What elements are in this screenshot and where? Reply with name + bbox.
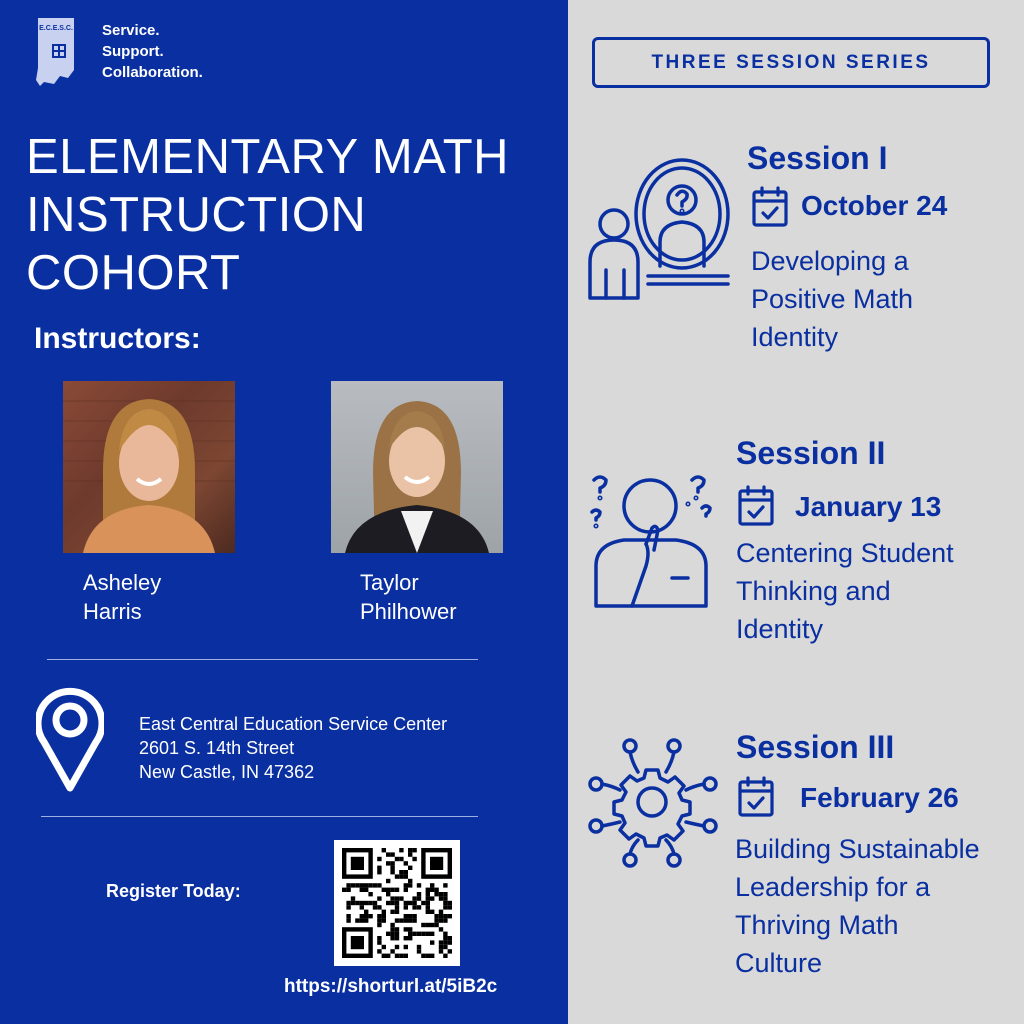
- tagline-line: Support.: [102, 43, 164, 60]
- address-line: New Castle, IN 47362: [139, 762, 315, 782]
- description-line: Developing a: [751, 246, 909, 276]
- first-name: Asheley: [83, 570, 162, 595]
- register-label: Register Today:: [106, 881, 241, 901]
- address: [139, 712, 447, 784]
- ecesc-logo: [34, 18, 78, 88]
- calendar-check-icon: [751, 186, 789, 228]
- description-line: Building Sustainable: [735, 834, 980, 864]
- title-line: COHORT: [26, 246, 241, 300]
- gear-network-icon: [586, 736, 720, 870]
- description-line: Leadership for a: [735, 872, 931, 902]
- last-name: Harris: [83, 599, 142, 624]
- divider: [41, 816, 478, 817]
- description-line: Positive Math: [751, 284, 914, 314]
- session-title: Session III: [736, 729, 895, 765]
- description-line: Culture: [735, 948, 823, 978]
- description-line: Thinking and: [736, 576, 891, 606]
- map-pin-icon: [36, 684, 104, 792]
- instructor-photo-harris: [63, 381, 235, 553]
- description-line: Centering Student: [736, 538, 954, 568]
- description-line: Identity: [751, 322, 839, 352]
- address-line: 2601 S. 14th Street: [139, 738, 295, 758]
- register-link[interactable]: https://shorturl.at/5iB2c: [284, 976, 498, 997]
- tagline-line: Service.: [102, 22, 160, 39]
- session-description: [736, 534, 954, 648]
- session-title: Session I: [747, 140, 888, 176]
- session-description: [735, 830, 980, 982]
- session-description: [751, 242, 913, 356]
- instructor-name-philhower: [360, 568, 457, 626]
- qr-code[interactable]: [334, 840, 460, 966]
- instructor-name-harris: [83, 568, 161, 626]
- logo-text: E.C.E.S.C.: [39, 25, 73, 32]
- session-date: October 24: [801, 190, 948, 221]
- address-line: East Central Education Service Center: [139, 714, 448, 734]
- session-date: January 13: [795, 491, 942, 522]
- page-title: [26, 128, 509, 302]
- calendar-check-icon: [737, 776, 775, 818]
- tagline-line: Collaboration.: [102, 64, 203, 81]
- session-title: Session II: [736, 435, 886, 471]
- first-name: Taylor: [360, 570, 419, 595]
- tagline: [102, 20, 203, 83]
- title-line: ELEMENTARY MATH: [26, 130, 510, 184]
- calendar-check-icon: [737, 485, 775, 527]
- instructor-photo-philhower: [331, 381, 503, 553]
- instructors-heading: Instructors:: [34, 322, 201, 355]
- thinking-person-icon: [584, 470, 718, 610]
- divider: [47, 659, 478, 660]
- title-line: INSTRUCTION: [26, 188, 367, 242]
- description-line: Thriving Math: [735, 910, 899, 940]
- mirror-identity-icon: [586, 158, 736, 304]
- last-name: Philhower: [360, 599, 457, 624]
- session-date: February 26: [800, 782, 959, 813]
- description-line: Identity: [736, 614, 824, 644]
- series-label: THREE SESSION SERIES: [592, 37, 990, 88]
